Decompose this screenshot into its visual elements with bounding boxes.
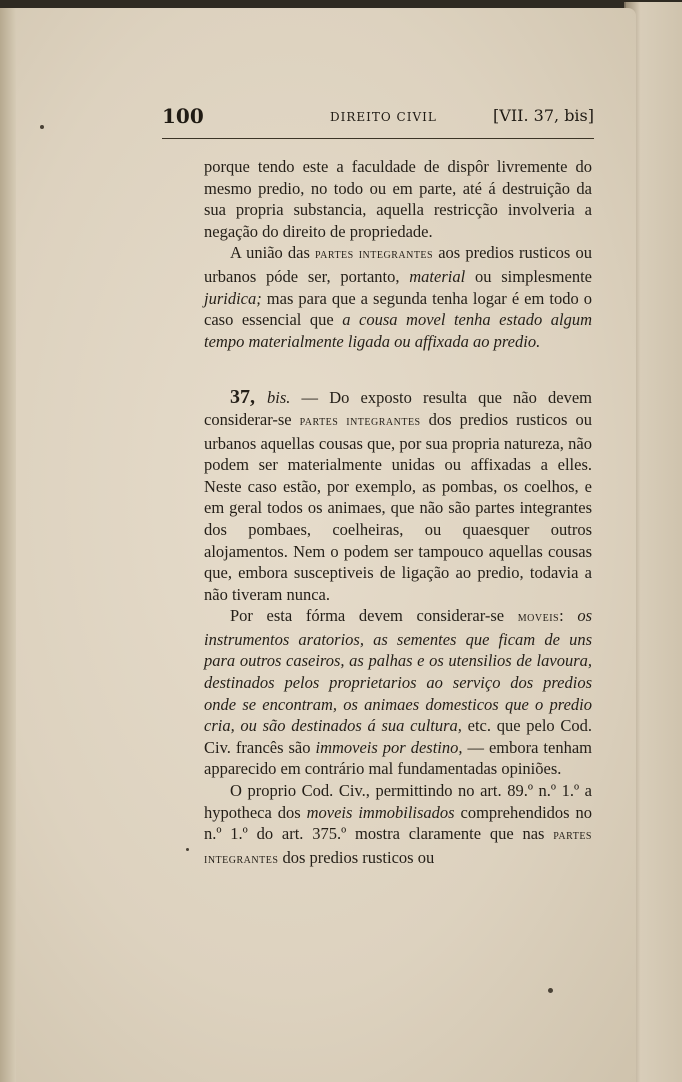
paragraph-section-37-bis: 37, bis. — Do exposto resulta que não devem considerar-se partes integrantes dos predios rusticos ou urbanos aquellas cousas que, por sua propria natureza, não podem ser materialmente unidas ou affixadas a elles. Neste caso estão, por exemplo, as pombas, os coelhos, e em geral todos os animaes, que não são partes integrantes dos pombaes, coelheiras, ou quaesquer outros alojamentos. Nem o podem ser tampouco aquellas cousas que, embora susceptiveis de ligação ao predio, todavia a não tiveram nunca. bbox=[204, 386, 592, 604]
paper-speck bbox=[186, 848, 189, 851]
paragraph-uniao: A união das partes integrantes aos predios rusticos ou urbanos póde ser, portanto, material ou simplesmente juridica; mas para que a segunda tenha logar é em todo o caso essencial que a cousa movel tenha estado algum tempo materialmente ligada ou affixada ao predio. bbox=[204, 243, 592, 351]
paper-speck bbox=[40, 125, 44, 129]
paper-speck bbox=[548, 988, 553, 993]
paragraph-moveis: Por esta fórma devem considerar-se moveis: os instrumentos aratorios, as sementes que ficam de uns para outros caseiros, as palhas e os utensilios de lavoura, destinados pelos proprietarios ao serviço dos predios onde se encontram, os animaes domesticos que o predio cria, ou são destinados á sua cultura, etc. que pelo Cod. Civ. francês são immoveis por destino, — embora tenham apparecido em contrário mal fundamentadas opiniões. bbox=[204, 606, 593, 779]
section-reference: [VII. 37, bis] bbox=[493, 106, 594, 125]
body-text bbox=[204, 156, 592, 870]
running-title: DIREITO CIVIL bbox=[330, 110, 437, 124]
paragraph-continuation: porque tendo este a faculdade de dispôr livremente do mesmo predio, no todo ou em parte, até á destruição da sua propria substancia, aquella restricção involveria a negação do direito de propriedade. bbox=[204, 157, 592, 241]
section-gap bbox=[204, 352, 592, 387]
page-number: 100 bbox=[162, 104, 204, 128]
running-header bbox=[162, 104, 594, 134]
page-gutter-shadow bbox=[0, 8, 16, 1082]
section-number: 37, bbox=[230, 386, 268, 409]
header-rule bbox=[162, 138, 594, 139]
paragraph-cod-civ: O proprio Cod. Civ., permittindo no art. 89.º n.º 1.º a hypotheca dos moveis immobilisados comprehendidos no n.º 1.º do art. 375.º mostra claramente que nas partes integrantes dos predios rusticos ou bbox=[204, 781, 592, 867]
